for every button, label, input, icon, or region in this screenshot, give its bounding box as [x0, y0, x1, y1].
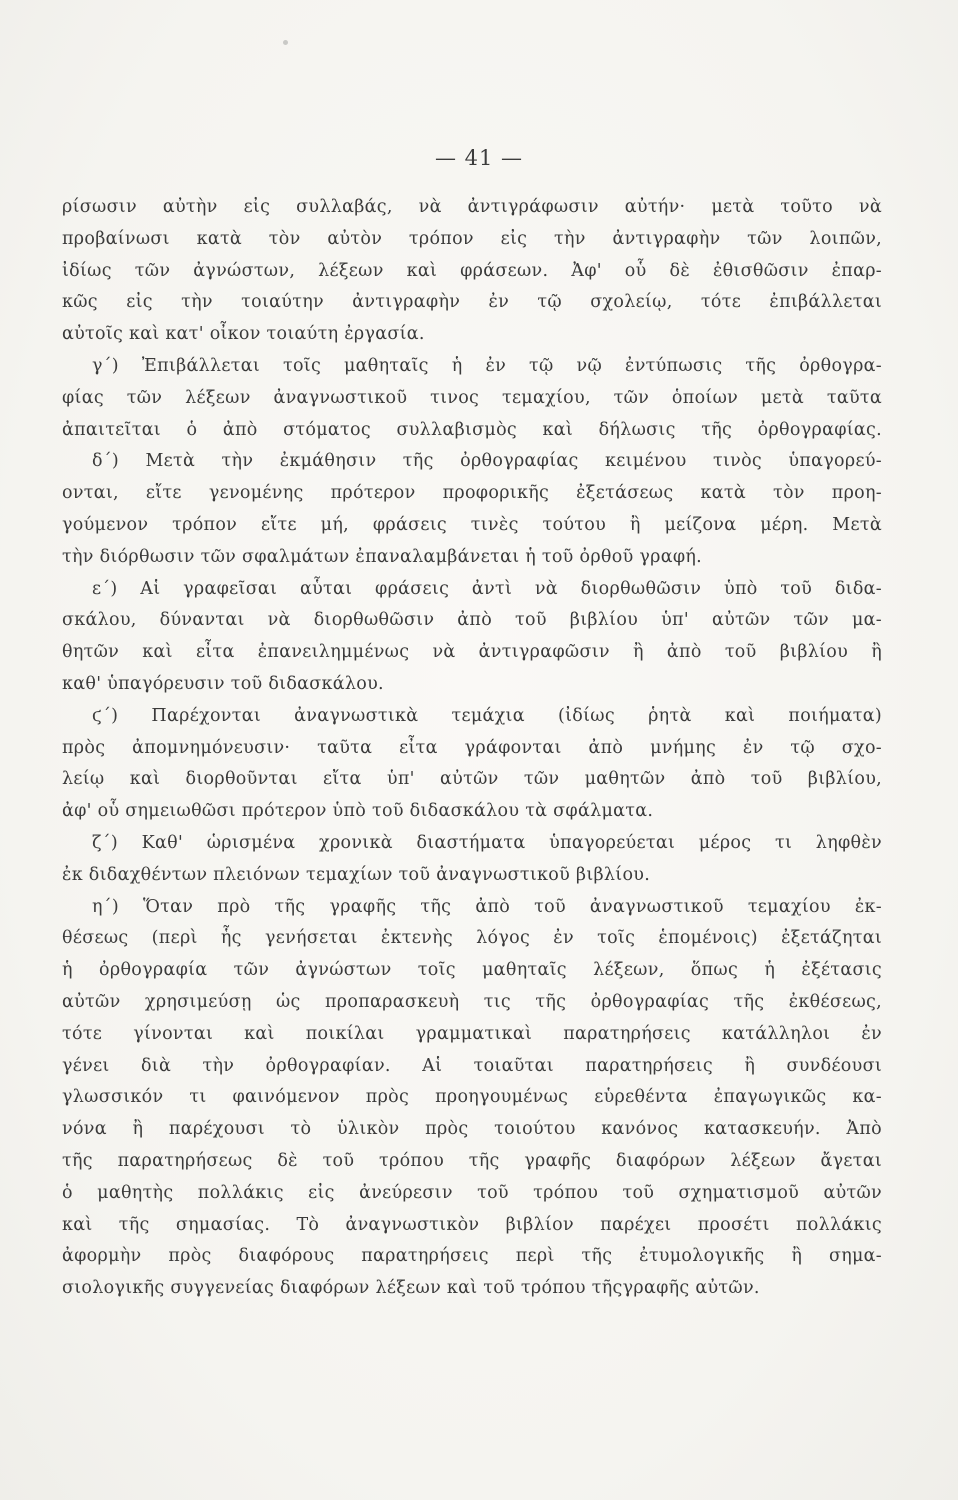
text-line: γλωσσικόν τι φαινόμενον πρὸς προηγουμένως εὑρεθέντα ἐπαγωγικῶς κα-: [62, 1087, 882, 1108]
text-line: φίας τῶν λέξεων ἀναγνωστικοῦ τινος τεμαχίου, τῶν ὁποίων μετὰ ταῦτα: [62, 387, 882, 408]
text-line: ἀφορμὴν πρὸς διαφόρους παρατηρήσεις περὶ τῆς ἐτυμολογικῆς ἢ σημα-: [62, 1246, 882, 1267]
text-line: προβαίνωσι κατὰ τὸν αὐτὸν τρόπον εἰς τὴν ἀντιγραφὴν τῶν λοιπῶν,: [62, 228, 882, 249]
paragraph-stigma: ϛ΄) Παρέχονται ἀναγνωστικὰ τεμάχια (ἰδίως ῥητὰ καὶ ποιήματα): [92, 705, 882, 726]
paragraph-zeta: ζ΄) Καθ' ὡρισμένα χρονικὰ διαστήματα ὑπαγορεύεται μέρος τι ληφθὲν: [92, 832, 882, 853]
text-line: τότε γίνονται καὶ ποικίλαι γραμματικαὶ παρατηρήσεις κατάλληλοι ἐν: [62, 1023, 882, 1044]
text-line: λείῳ καὶ διορθοῦνται εἴτα ὑπ' αὐτῶν τῶν μαθητῶν ἀπὸ τοῦ βιβλίου,: [62, 769, 882, 790]
text-line: τῆς παρατηρήσεως δὲ τοῦ τρόπου τῆς γραφῆς διαφόρων λέξεων ἄγεται: [62, 1150, 882, 1171]
text-line: θέσεως (περὶ ἧς γενήσεται ἐκτενὴς λόγος ἐν τοῖς ἑπομένοις) ἐξετάζηται: [62, 928, 882, 949]
page-number: — 41 —: [434, 146, 524, 170]
text-line: σιολογικῆς συγγενείας διαφόρων λέξεων καὶ τοῦ τρόπου τῆςγραφῆς αὐτῶν.: [62, 1278, 760, 1299]
text-line: ὁ μαθητὴς πολλάκις εἰς ἀνεύρεσιν τοῦ τρόπου τοῦ σχηματισμοῦ αὐτῶν: [62, 1182, 882, 1203]
text-line: τὴν διόρθωσιν τῶν σφαλμάτων ἐπαναλαμβάνεται ἡ τοῦ ὀρθοῦ γραφή.: [62, 546, 703, 567]
text-line: κῶς εἰς τὴν τοιαύτην ἀντιγραφὴν ἐν τῷ σχολείῳ, τότε ἐπιβάλλεται: [62, 292, 882, 313]
text-line: ἡ ὀρθογραφία τῶν ἀγνώστων τοῖς μαθηταῖς λέξεων, ὅπως ἡ ἐξέτασις: [62, 960, 882, 981]
paragraph-eta: η΄) Ὅταν πρὸ τῆς γραφῆς τῆς ἀπὸ τοῦ ἀναγνωστικοῦ τεμαχίου ἐκ-: [92, 896, 882, 917]
text-line: καθ' ὑπαγόρευσιν τοῦ διδασκάλου.: [62, 673, 384, 694]
text-line: αὐτῶν χρησιμεύσῃ ὡς προπαρασκευὴ τις τῆς ὀρθογραφίας τῆς ἐκθέσεως,: [62, 991, 882, 1012]
text-line: γούμενον τρόπον εἴτε μή, φράσεις τινὲς τούτου ἢ μείζονα μέρη. Μετὰ: [62, 514, 882, 535]
text-line: αὐτοῖς καὶ κατ' οἶκον τοιαύτη ἐργασία.: [62, 324, 425, 345]
page-speck: [283, 40, 288, 45]
text-line: πρὸς ἀπομνημόνευσιν· ταῦτα εἶτα γράφονται ἀπὸ μνήμης ἐν τῷ σχο-: [62, 737, 882, 758]
text-line: ἀφ' οὗ σημειωθῶσι πρότερον ὑπὸ τοῦ διδασκάλου τὰ σφάλματα.: [62, 801, 654, 822]
text-line: ἰδίως τῶν ἀγνώστων, λέξεων καὶ φράσεων. Ἀφ' οὗ δὲ ἐθισθῶσιν ἐπαρ-: [62, 260, 882, 281]
text-line: ονται, εἴτε γενομένης πρότερον προφορικῆς ἐξετάσεως κατὰ τὸν προη-: [62, 483, 882, 504]
text-line: ἐκ διδαχθέντων πλειόνων τεμαχίων τοῦ ἀναγνωστικοῦ βιβλίου.: [62, 864, 651, 885]
text-line: σκάλου, δύνανται νὰ διορθωθῶσιν ἀπὸ τοῦ βιβλίου ὑπ' αὐτῶν τῶν μα-: [62, 610, 882, 631]
paragraph-gamma: γ΄) Ἐπιβάλλεται τοῖς μαθηταῖς ἡ ἐν τῷ νῷ ἐντύπωσις τῆς ὀρθογρα-: [92, 355, 882, 376]
text-line: γένει διὰ τὴν ὀρθογραφίαν. Αἱ τοιαῦται παρατηρήσεις ἢ συνδέουσι: [62, 1055, 882, 1076]
text-line: ρίσωσιν αὐτὴν εἰς συλλαβάς, νὰ ἀντιγράφωσιν αὐτήν· μετὰ τοῦτο νὰ: [62, 197, 882, 217]
text-line: καὶ τῆς σημασίας. Τὸ ἀναγνωστικὸν βιβλίον παρέχει προσέτι πολλάκις: [62, 1214, 882, 1235]
paragraph-epsilon: ε΄) Αἱ γραφεῖσαι αὗται φράσεις ἀντὶ νὰ διορθωθῶσιν ὑπὸ τοῦ διδα-: [92, 578, 882, 599]
body-text: [62, 192, 882, 1305]
paragraph-delta: δ΄) Μετὰ τὴν ἐκμάθησιν τῆς ὀρθογραφίας κειμένου τινὸς ὑπαγορεύ-: [92, 451, 882, 472]
text-line: νόνα ἢ παρέχουσι τὸ ὑλικὸν πρὸς τοιούτου κανόνος κατασκευήν. Ἀπὸ: [62, 1119, 882, 1140]
text-line: ἀπαιτεῖται ὁ ἀπὸ στόματος συλλαβισμὸς καὶ δήλωσις τῆς ὀρθογραφίας.: [62, 419, 882, 440]
text-line: θητῶν καὶ εἶτα ἐπανειλημμένως νὰ ἀντιγραφῶσιν ἢ ἀπὸ τοῦ βιβλίου ἢ: [62, 642, 882, 663]
